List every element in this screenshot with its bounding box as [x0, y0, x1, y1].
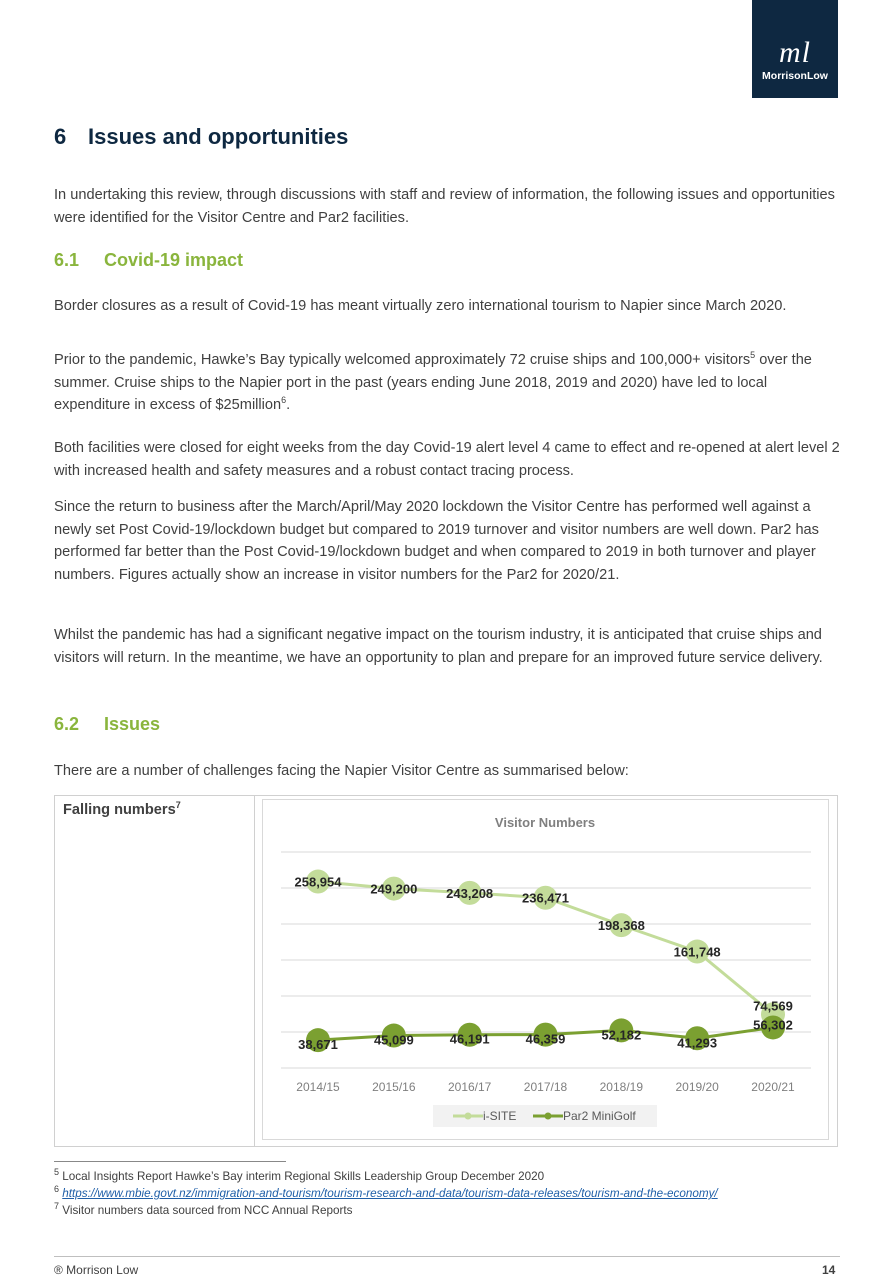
paragraph-performance: Since the return to business after the March/April/May 2020 lockdown the Visitor Centre has performed well against a newly set Post Covid-19/lockdown budget but compared to 2019 turnover and visitor numbers are well down. Par2 has performed far better than the Post Covid-19/lockdown budget and when compared to 2019 in both turnover and player numbers. Figures actually show an increase in visitor numbers for the Par2 for 2020/21.	[54, 499, 819, 583]
subsection-title: Issues	[104, 714, 161, 734]
footnote-7: $^7$ Visitor numbers data sourced from NCC Annual Reports	[54, 1201, 353, 1217]
paragraph-closures: Both facilities were closed for eight weeks from the day Covid-19 alert level 4 came to effect and re-opened at alert level 2 with increased health and safety measures and a robust contact tracing process.	[54, 440, 840, 479]
paragraph-outlook: Whilst the pandemic has had a significant negative impact on the tourism industry, it is anticipated that cruise ships and visitors will return. In the meantime, we have an opportunity to plan and prepare for an improved future service delivery.	[54, 627, 823, 666]
data-label: 56,302	[753, 1017, 793, 1033]
data-label: 38,671	[298, 1037, 338, 1053]
x-tick-label: 2014/15	[296, 1080, 340, 1094]
chart-title: Visitor Numbers	[494, 815, 596, 830]
logo-mark: ml	[779, 36, 811, 69]
data-label: 52,182	[601, 1027, 642, 1043]
data-label: 249,200	[370, 881, 418, 897]
page-number: 14	[822, 1263, 836, 1277]
footnote-ref-5[interactable]: 5	[750, 350, 756, 361]
data-label: 258,954	[294, 874, 342, 890]
intro-paragraph: In undertaking this review, through discussions with staff and review of information, the following issues and opportunities were identified for the Visitor Centre and Par2 facilities.	[54, 187, 835, 226]
paragraph-text: over the summer. Cruise ships to the Napier port in the past (years ending June 2018, 2019 and 2020) have led to local expenditure in excess of $25million	[54, 352, 812, 413]
x-tick-label: 2017/18	[523, 1080, 568, 1094]
data-label: 74,569	[753, 998, 793, 1014]
data-label: 46,191	[449, 1031, 490, 1047]
x-tick-label: 2016/17	[447, 1080, 492, 1094]
data-label: 198,368	[597, 918, 645, 934]
paragraph-text: Prior to the pandemic, Hawke’s Bay typically welcomed approximately 72 cruise ships and 100,000+ visitors	[54, 352, 751, 368]
legend-swatch-marker	[465, 1113, 472, 1120]
legend-label: i-SITE	[483, 1109, 517, 1123]
footnote-ref-6[interactable]: 6	[281, 395, 287, 406]
x-tick-label: 2020/21	[751, 1080, 795, 1094]
x-tick-label: 2015/16	[372, 1080, 416, 1094]
paragraph-border-closures: Border closures as a result of Covid-19 has meant virtually zero international tourism to Napier since March 2020.	[54, 298, 787, 314]
subsection-title: Covid-19 impact	[104, 250, 244, 270]
visitor-numbers-chart	[262, 799, 829, 1140]
data-label: 236,471	[522, 890, 569, 906]
section-title: Issues and opportunities	[88, 124, 349, 149]
mbie-link[interactable]: https://www.mbie.govt.nz/immigration-and-tourism/tourism-research-and-data/tourism-data-releases/tourism-and-the-economy/	[62, 1187, 718, 1200]
data-label: 45,099	[373, 1032, 414, 1048]
data-label: 243,208	[446, 885, 494, 901]
x-tick-label: 2018/19	[599, 1080, 644, 1094]
footer-divider	[54, 1256, 840, 1257]
data-label: 41,293	[677, 1035, 718, 1051]
paragraph-text: .	[286, 397, 291, 413]
legend-label: Par2 MiniGolf	[563, 1109, 636, 1123]
paragraph-challenges: There are a number of challenges facing the Napier Visitor Centre as summarised below:	[54, 763, 629, 779]
footnote-ref-7[interactable]: 7	[175, 800, 181, 811]
section-heading	[54, 124, 348, 150]
table-label-cell	[55, 796, 255, 1146]
footnote-6: $^6$ https://www.mbie.govt.nz/immigration-and-tourism/tourism-research-and-data/tourism-data-releases/tourism-and-the-economy/	[54, 1184, 718, 1200]
legend-swatch-marker	[545, 1113, 552, 1120]
morrisonlow-logo	[752, 0, 838, 98]
data-label: 46,359	[525, 1031, 566, 1047]
subsection-number: 6.2	[54, 714, 80, 734]
subsection-heading-covid	[54, 250, 243, 271]
footnote-5: $^5$ Local Insights Report Hawke’s Bay interim Regional Skills Leadership Group December 2020	[54, 1167, 545, 1183]
subsection-number: 6.1	[54, 250, 80, 270]
chart-svg	[263, 800, 828, 1139]
footnote-divider	[54, 1161, 286, 1162]
section-number: 6	[54, 124, 67, 149]
data-label: 161,748	[673, 944, 721, 960]
x-tick-label: 2019/20	[675, 1080, 719, 1094]
subsection-heading-issues	[54, 714, 160, 735]
paragraph-cruise-ships	[54, 349, 840, 417]
falling-numbers-label: Falling numbers$^7$	[63, 800, 181, 818]
footer-copyright: ® Morrison Low	[54, 1263, 139, 1277]
logo-wordmark: MorrisonLow	[762, 70, 828, 82]
